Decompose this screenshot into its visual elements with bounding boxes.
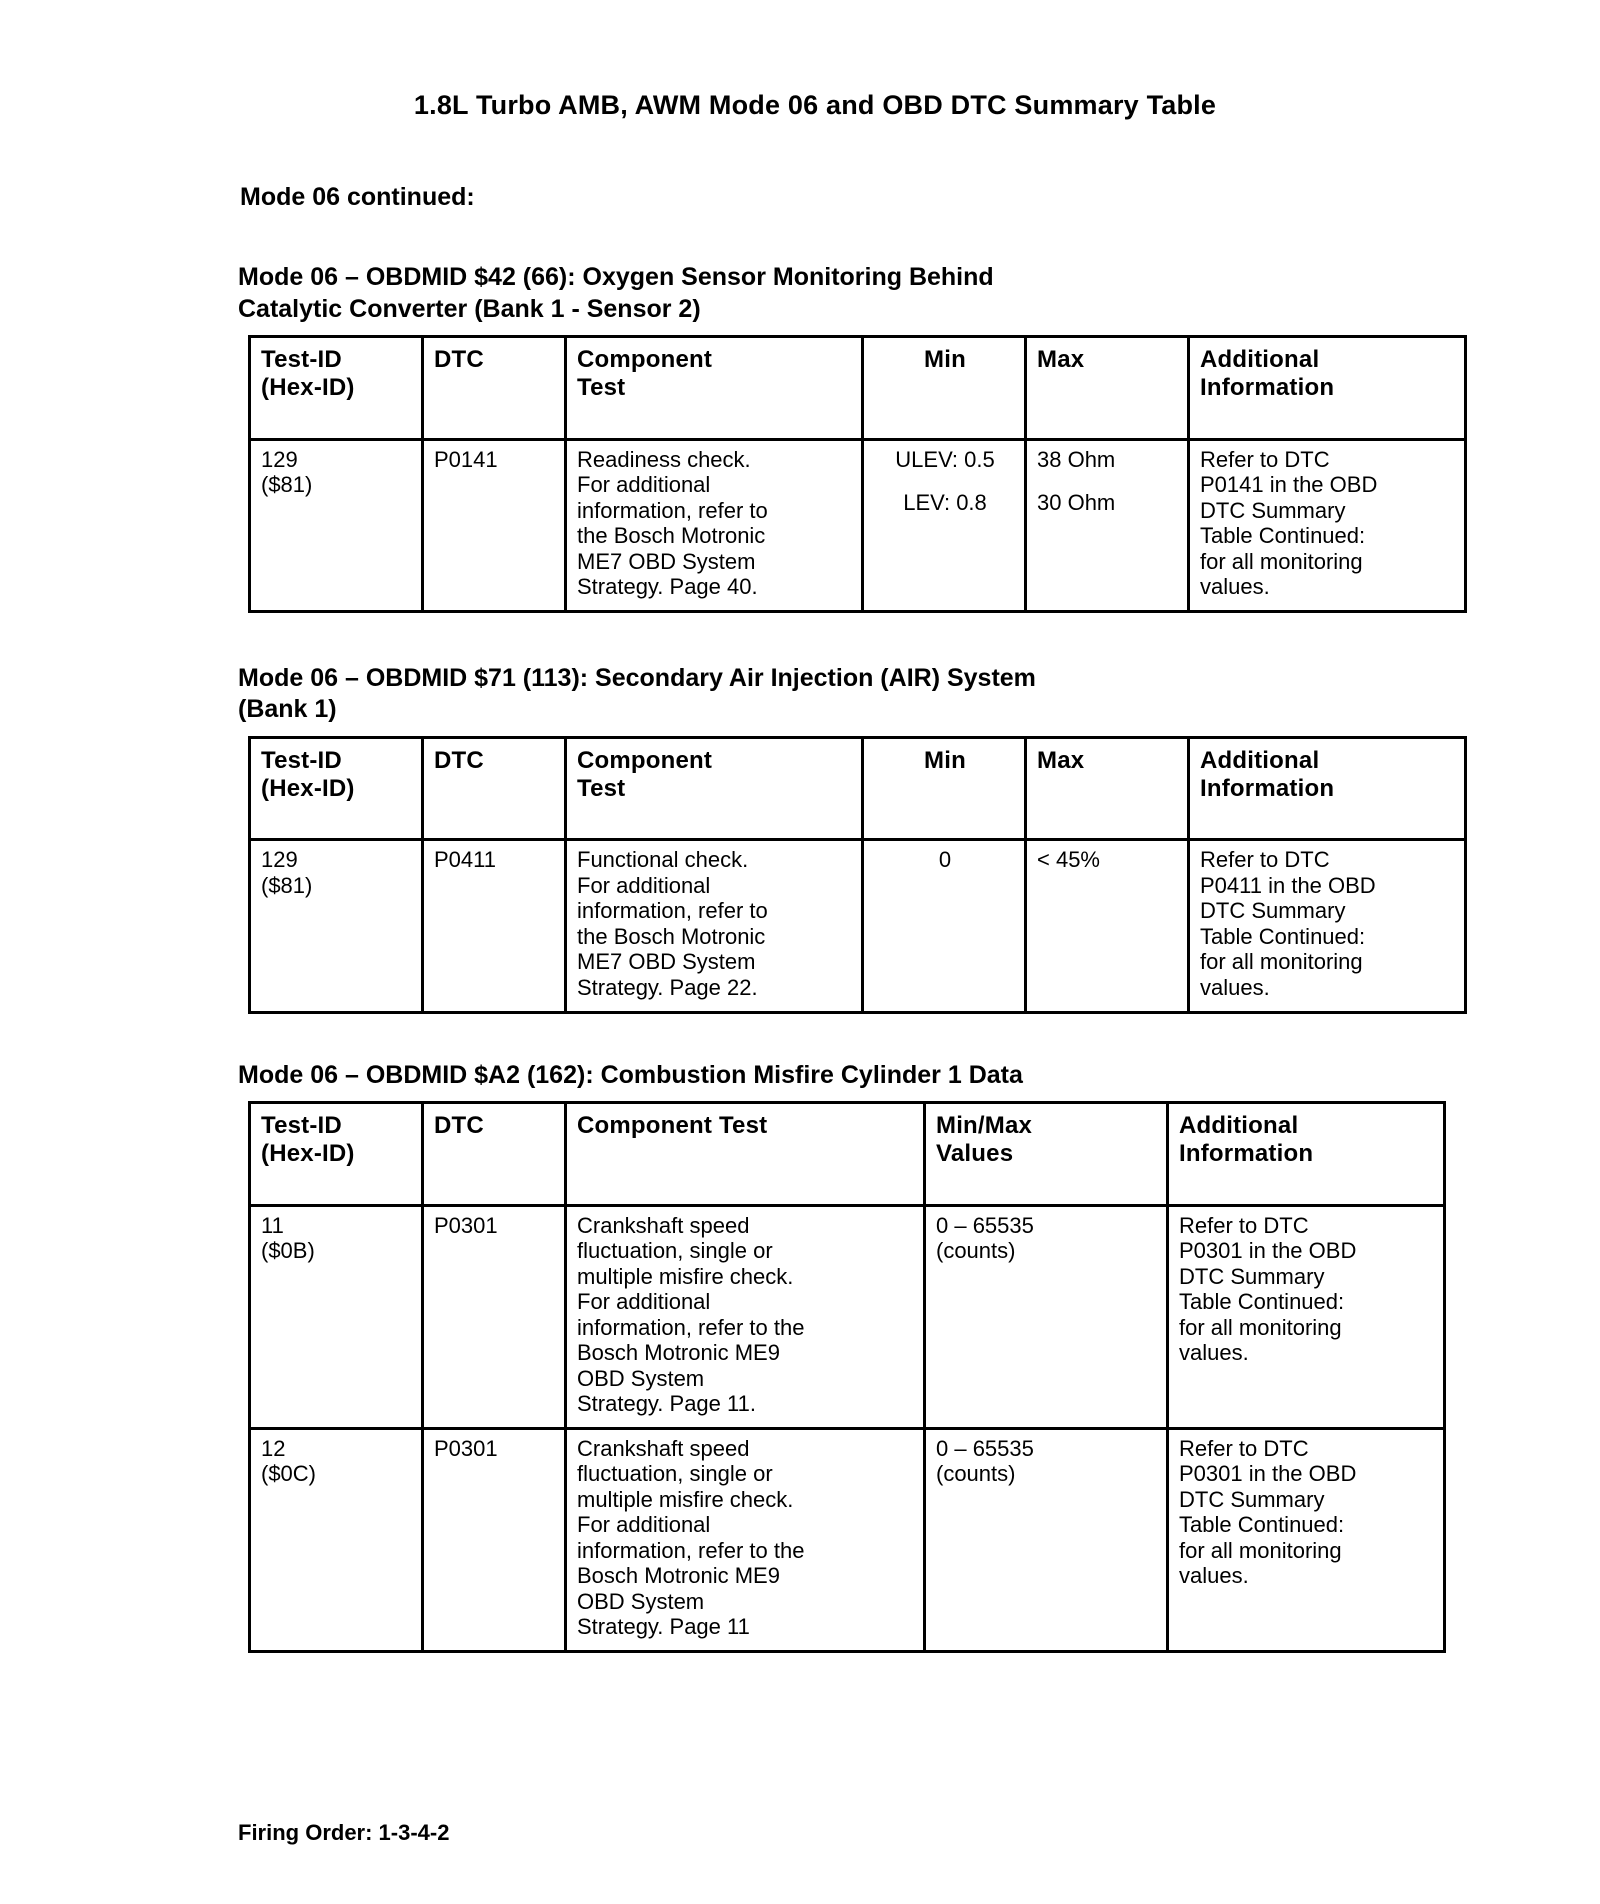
column-header-test-id-line2: (Hex-ID) bbox=[261, 373, 355, 401]
section-heading-line2: (Bank 1) bbox=[238, 695, 337, 724]
column-header-additional-information: Additional Information bbox=[1189, 737, 1466, 840]
cell-min: 0 bbox=[863, 840, 1026, 1012]
cell-additional-information: Refer to DTC P0411 in the OBD DTC Summary Table Continued: for all monitoring values. bbox=[1189, 840, 1466, 1012]
cell-dtc: P0301 bbox=[423, 1205, 566, 1428]
cell-dtc: P0411 bbox=[423, 840, 566, 1012]
page-title: 1.8L Turbo AMB, AWM Mode 06 and OBD DTC Summary Table bbox=[413, 90, 1217, 120]
cell-test-id-line2: ($81) bbox=[261, 472, 313, 498]
table-header-row bbox=[250, 1103, 1445, 1206]
cell-test-id-line1: 129 bbox=[261, 446, 298, 472]
cell-min-max-values: 0 – 65535 (counts) bbox=[925, 1205, 1168, 1428]
cell-additional-information: Refer to DTC P0141 in the OBD DTC Summary Table Continued: for all monitoring values. bbox=[1189, 439, 1466, 611]
column-header-additional-information bbox=[1189, 337, 1466, 440]
cell-dtc: P0141 bbox=[423, 439, 566, 611]
column-header-test-id-line1: Test-ID bbox=[261, 346, 342, 373]
section-heading-line2: Catalytic Converter (Bank 1 - Sensor 2) bbox=[238, 294, 701, 323]
column-header-component-test: Component Test bbox=[566, 737, 863, 840]
cell-test-id: 12 ($0C) bbox=[250, 1428, 423, 1651]
table-obdmid-42 bbox=[248, 335, 1467, 613]
column-header-component-test: Component Test bbox=[566, 1103, 925, 1206]
column-header-test-id: Test-ID (Hex-ID) bbox=[250, 1103, 423, 1206]
cell-min-max-values: 0 – 65535 (counts) bbox=[925, 1428, 1168, 1651]
table-obdmid-71 bbox=[248, 736, 1467, 1014]
cell-max: < 45% bbox=[1026, 840, 1189, 1012]
section-heading-obdmid-42 bbox=[238, 262, 1248, 325]
section-heading-line1: Mode 06 – OBDMID $71 (113): Secondary Air Injection (AIR) System bbox=[238, 663, 1036, 692]
table-obdmid-a2 bbox=[248, 1101, 1446, 1653]
cell-min: ULEV: 0.5 LEV: 0.8 bbox=[863, 439, 1026, 611]
column-header-additional-line2: Information bbox=[1200, 373, 1335, 401]
section-heading-line1: Mode 06 – OBDMID $42 (66): Oxygen Sensor Monitoring Behind bbox=[238, 263, 994, 291]
column-header-dtc: DTC bbox=[423, 1103, 566, 1206]
column-header-max: Max bbox=[1026, 737, 1189, 840]
cell-component-test: Readiness check. For additional information, refer to the Bosch Motronic ME7 OBD System Strategy. Page 40. bbox=[566, 439, 863, 611]
cell-additional-information: Refer to DTC P0301 in the OBD DTC Summary Table Continued: for all monitoring values. bbox=[1168, 1205, 1445, 1428]
column-header-min-max-values: Min/Max Values bbox=[925, 1103, 1168, 1206]
cell-test-id bbox=[250, 439, 423, 611]
cell-test-id: 129 ($81) bbox=[250, 840, 423, 1012]
cell-component-test: Functional check. For additional information, refer to the Bosch Motronic ME7 OBD System Strategy. Page 22. bbox=[566, 840, 863, 1012]
table-row bbox=[250, 439, 1466, 611]
section-heading-obdmid-a2 bbox=[238, 1060, 1248, 1092]
firing-order-note: Firing Order: 1-3-4-2 bbox=[238, 1820, 450, 1845]
column-header-dtc: DTC bbox=[423, 337, 566, 440]
table-row bbox=[250, 840, 1466, 1012]
column-header-test-id bbox=[250, 337, 423, 440]
column-header-component-test bbox=[566, 337, 863, 440]
column-header-min: Min bbox=[863, 737, 1026, 840]
cell-dtc: P0301 bbox=[423, 1428, 566, 1651]
column-header-component-line1: Component bbox=[577, 346, 713, 373]
section-heading-line1: Mode 06 – OBDMID $A2 (162): Combustion Misfire Cylinder 1 Data bbox=[238, 1060, 1023, 1089]
cell-test-id: 11 ($0B) bbox=[250, 1205, 423, 1428]
table-row bbox=[250, 1205, 1445, 1428]
table-header-row bbox=[250, 737, 1466, 840]
cell-component-test: Crankshaft speed fluctuation, single or multiple misfire check. For additional information, refer to the Bosch Motronic ME9 OBD System Strategy. Page 11. bbox=[566, 1205, 925, 1428]
column-header-additional-information: Additional Information bbox=[1168, 1103, 1445, 1206]
column-header-test-id: Test-ID (Hex-ID) bbox=[250, 737, 423, 840]
cell-additional-information: Refer to DTC P0301 in the OBD DTC Summary Table Continued: for all monitoring values. bbox=[1168, 1428, 1445, 1651]
column-header-component-line2: Test bbox=[577, 373, 626, 401]
table-header-row bbox=[250, 337, 1466, 440]
cell-component-test: Crankshaft speed fluctuation, single or multiple misfire check. For additional information, refer to the Bosch Motronic ME9 OBD System Strategy. Page 11 bbox=[566, 1428, 925, 1651]
column-header-min: Min bbox=[863, 337, 1026, 440]
section-lead-text: Mode 06 continued: bbox=[240, 183, 475, 211]
section-heading-obdmid-71 bbox=[238, 663, 1248, 726]
column-header-additional-line1: Additional bbox=[1200, 346, 1320, 373]
column-header-max: Max bbox=[1026, 337, 1189, 440]
column-header-dtc: DTC bbox=[423, 737, 566, 840]
cell-max: 38 Ohm 30 Ohm bbox=[1026, 439, 1189, 611]
table-row bbox=[250, 1428, 1445, 1651]
